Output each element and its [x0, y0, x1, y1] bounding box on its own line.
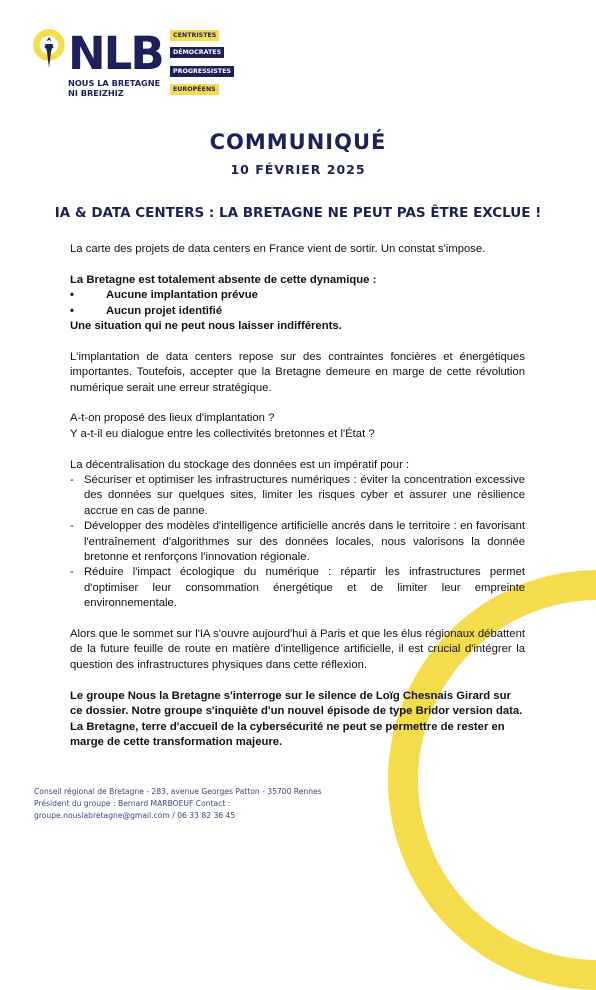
- footer-email-phone: groupe.nouslabretagne@gmail.com / 06 33 82 36 45: [34, 811, 236, 820]
- tag-europeens: EUROPÉENS: [170, 84, 219, 95]
- tag-progressistes: PROGRESSISTES: [170, 66, 234, 77]
- absent-conclusion: Une situation qui ne peut nous laisser indifférents.: [70, 320, 342, 333]
- footer-address: Conseil régional de Bretagne - 283, avenue Georges Patton - 35700 Rennes: [34, 787, 322, 796]
- footer-president: Président du groupe : Bernard MARBOEUF Contact :: [34, 799, 231, 808]
- paragraph: Alors que le sommet sur l'IA s'ouvre aujourd'hui à Paris et que les élus régionaux débattent de la future feuille de route en matière d'intelligence artificielle, il est crucial d'intégrer la question des infrastructures physiques dans cette réflexion.: [70, 628, 525, 671]
- logo-subtitle-line-2: NI BREIZHIZ: [68, 88, 124, 98]
- ermine-ring-icon: [32, 28, 72, 80]
- headline: IA & DATA CENTERS : LA BRETAGNE NE PEUT PAS ÊTRE EXCLUE !: [54, 205, 542, 221]
- decentral-title: La décentralisation du stockage des données est un impératif pour :: [70, 458, 410, 471]
- press-release-body: [70, 242, 525, 750]
- release-date: 10 FÉVRIER 2025: [230, 162, 366, 177]
- footer-contact: [34, 786, 374, 822]
- question: A-t-on proposé des lieux d'implantation ?: [70, 412, 275, 425]
- closing-paragraph: Le groupe Nous la Bretagne s'interroge sur le silence de Loïg Chesnais Girard sur ce dossier. Notre groupe s'inquiète d'un nouvel épisode de type Bridor version data. La Bretagne, terre d'accueil de la cybersécurité ne peut se permettre de rester en marge de cette transformation majeure.: [70, 689, 523, 748]
- logo-subtitle-line-1: NOUS LA BRETAGNE: [68, 78, 161, 88]
- logo-subtitle: [68, 78, 160, 98]
- dash-item: - Développer des modèles d'intelligence artificielle ancrés dans le territoire : en favorisant l'entraînement d'algorithmes sur des données locales, nous valorisons la donnée bretonne et renforçons l'innovation régionale.: [70, 519, 525, 565]
- bullet-item: • Aucun projet identifié: [70, 304, 525, 319]
- logo-letters: NLB: [68, 27, 163, 80]
- dash-item: - Réduire l'impact écologique du numérique : répartir les infrastructures permet d'optimiser leur consommation énergétique et de limiter leur empreinte environnementale.: [70, 565, 525, 611]
- absent-title: La Bretagne est totalement absente de cette dynamique :: [70, 273, 377, 286]
- paragraph: L'implantation de data centers repose sur des contraintes foncières et énergétiques importantes. Toutefois, accepter que la Bretagne demeure en marge de cette révolution numérique serait une erreur stratégique.: [70, 350, 525, 394]
- intro-paragraph: La carte des projets de data centers en France vient de sortir. Un constat s'impose.: [70, 243, 486, 255]
- tag-centristes: CENTRISTES: [170, 30, 219, 41]
- question: Y a-t-il eu dialogue entre les collectivités bretonnes et l'État ?: [70, 427, 375, 440]
- page-title: COMMUNIQUÉ: [209, 130, 387, 154]
- tag-democrates: DÉMOCRATES: [170, 47, 224, 58]
- bullet-item: • Aucune implantation prévue: [70, 288, 525, 303]
- party-logo: [32, 28, 232, 103]
- dash-item: - Sécuriser et optimiser les infrastructures numériques : éviter la concentration excessive des données sur quelques sites, limiter les risques cyber et assurer une résilience accrue en cas de panne.: [70, 473, 525, 519]
